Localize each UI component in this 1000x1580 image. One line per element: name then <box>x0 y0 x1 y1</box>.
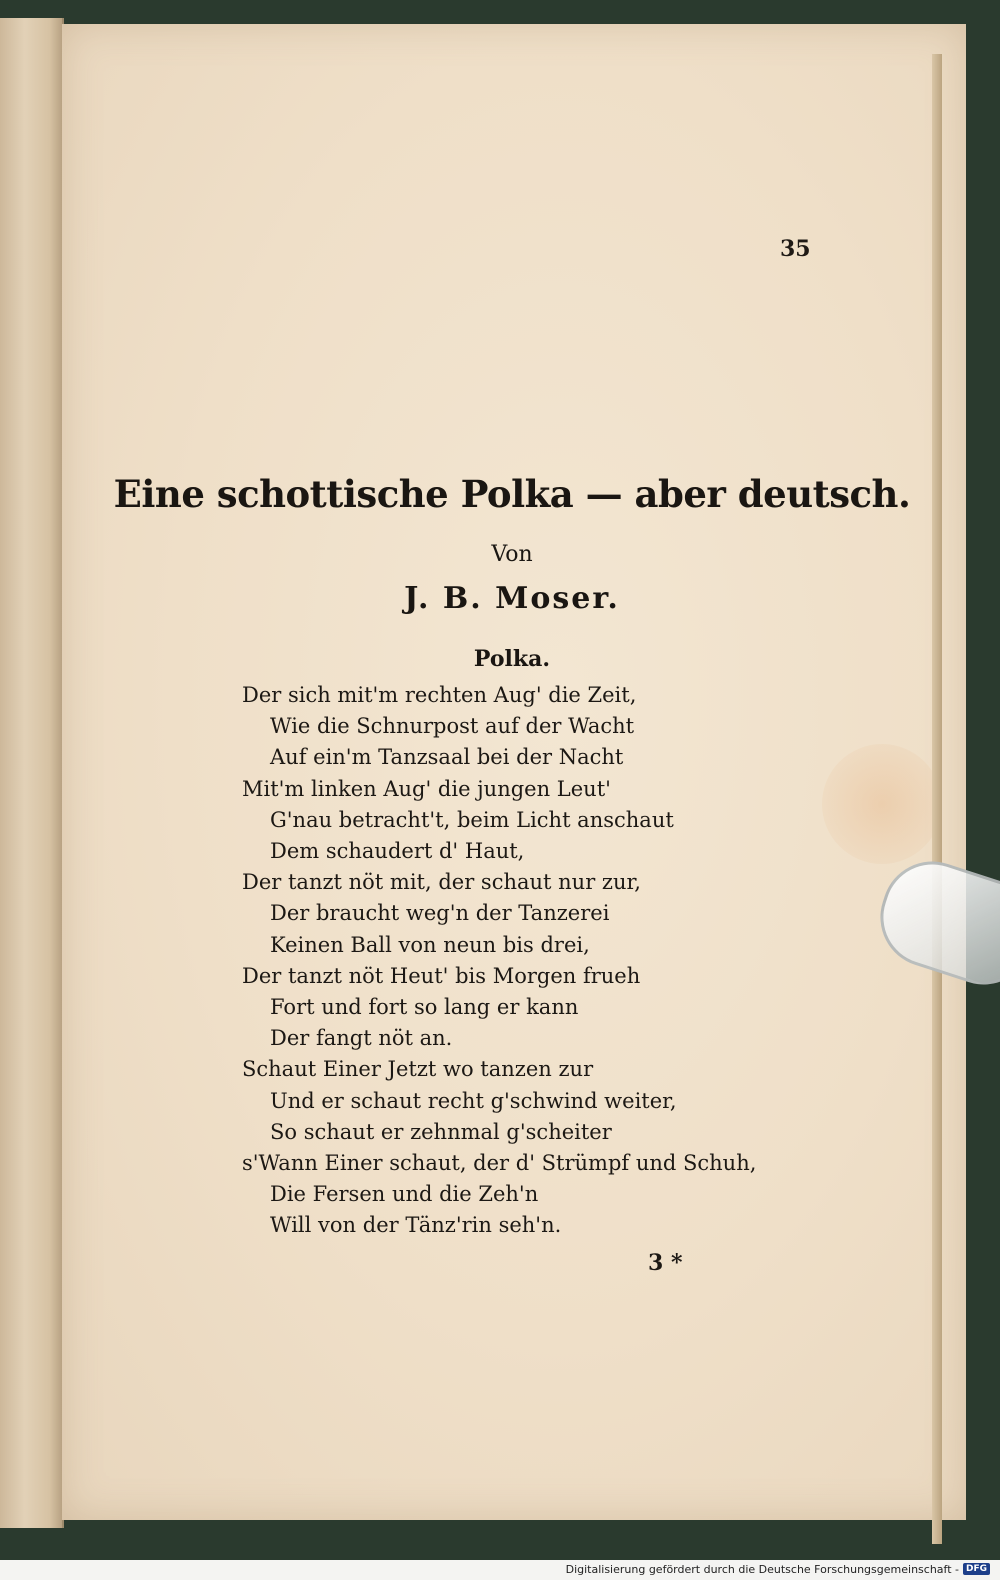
verse-line: Der braucht weg'n der Tanzerei <box>270 901 610 926</box>
verse-line: So schaut er zehnmal g'scheiter <box>270 1119 612 1144</box>
verse-line: Wie die Schnurpost auf der Wacht <box>270 714 635 739</box>
byline: Von <box>491 542 533 567</box>
book-page <box>62 24 966 1520</box>
verse-line: Auf ein'm Tanzsaal bei der Nacht <box>270 745 624 770</box>
page-number: 35 <box>780 236 811 262</box>
credit-text: Digitalisierung gefördert durch die Deutsche Forschungsgemeinschaft - <box>565 1562 959 1576</box>
digitization-credit <box>566 1560 990 1578</box>
verse-line: Keinen Ball von neun bis drei, <box>270 932 590 957</box>
verse-line: Der fangt nöt an. <box>270 1026 453 1051</box>
verse-line: Schaut Einer Jetzt wo tanzen zur <box>242 1057 594 1082</box>
verse-line: Die Fersen und die Zeh'n <box>270 1182 539 1207</box>
verse-line: Will von der Tänz'rin seh'n. <box>270 1213 562 1238</box>
verse-line: G'nau betracht't, beim Licht anschaut <box>270 807 674 832</box>
verse-line: s'Wann Einer schaut, der d' Strümpf und Schuh, <box>242 1151 757 1176</box>
verse-line: Fort und fort so lang er kann <box>270 995 579 1020</box>
facing-page-edge <box>0 18 64 1528</box>
author-name: J. B. Moser. <box>404 581 620 616</box>
section-heading: Polka. <box>473 646 551 672</box>
verse-line: Und er schaut recht g'schwind weiter, <box>270 1088 677 1113</box>
verse-line: Der tanzt nöt mit, der schaut nur zur, <box>242 870 641 895</box>
verse-line: Der sich mit'm rechten Aug' die Zeit, <box>242 683 637 707</box>
verse-line: Der tanzt nöt Heut' bis Morgen frueh <box>242 963 641 988</box>
verse-line: Mit'm linken Aug' die jungen Leut' <box>242 776 611 801</box>
dfg-logo: DFG <box>963 1563 990 1575</box>
paper-stain <box>822 744 942 864</box>
poem-title: Eine schottische Polka — aber deutsch. <box>113 472 911 516</box>
signature-mark: 3 * <box>648 1250 683 1276</box>
poem-verse <box>242 680 802 1242</box>
verse-line: Dem schaudert d' Haut, <box>270 839 525 864</box>
page-fore-edge <box>932 54 942 1544</box>
